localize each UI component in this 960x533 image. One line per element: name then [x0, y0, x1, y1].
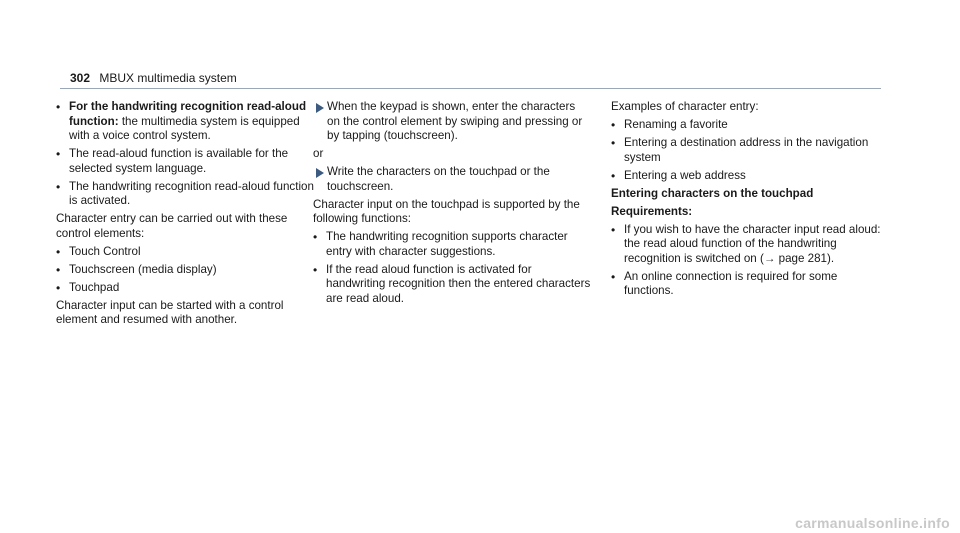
requirements-list — [56, 100, 318, 209]
list-item: • Entering a web address — [611, 169, 881, 184]
list-item — [56, 100, 318, 144]
paragraph: Character input can be started with a control element and resumed with another. — [56, 298, 284, 327]
list-item: • The read-aloud function is available for the selected system language. — [56, 147, 318, 176]
header-rule — [60, 88, 881, 89]
list-item: • If you wish to have the character input read aloud: the read aloud function of the handwriting recognition is switched on (→ page 281). — [611, 223, 881, 267]
paragraph: Character input on the touchpad is supported by the following functions: — [313, 197, 580, 226]
paragraph: Character entry can be carried out with these control elements: — [56, 212, 288, 240]
requirements-list — [611, 223, 881, 299]
functions-list — [313, 230, 591, 306]
instruction-step — [313, 100, 591, 144]
page-header — [70, 70, 237, 86]
list-item: • The handwriting recognition supports character entry with character suggestions. — [313, 230, 591, 259]
instruction-step — [313, 165, 591, 194]
list-item-text: the multimedia system is equipped with a voice control system. — [69, 114, 300, 143]
bold-lead: For the handwriting recognition read-aloud function: — [69, 100, 307, 128]
list-item: • The handwriting recognition read-aloud function is activated. — [56, 180, 318, 209]
or-label: or — [313, 147, 324, 161]
watermark: carmanualsonline.info — [795, 515, 950, 531]
column-right — [611, 100, 881, 302]
list-item: • Entering a destination address in the navigation system — [611, 136, 881, 165]
list-item: • If the read aloud function is activated for handwriting recognition then the entered characters are read aloud. — [313, 263, 591, 307]
examples-list — [611, 118, 881, 183]
requirements-heading: Requirements: — [611, 204, 693, 218]
list-item: • Touchpad — [56, 281, 318, 296]
list-item: • Touchscreen (media display) — [56, 263, 318, 278]
step-text: Write the characters on the touchpad or the touchscreen. — [327, 165, 550, 193]
list-item: • Renaming a favorite — [611, 118, 881, 133]
paragraph: Examples of character entry: — [611, 100, 759, 113]
list-item: • An online connection is required for some functions. — [611, 270, 881, 299]
step-arrow-icon — [316, 103, 324, 113]
page-number: 302 — [70, 71, 91, 85]
header-title: MBUX multimedia system — [99, 71, 237, 85]
list-item: • Touch Control — [56, 245, 318, 260]
section-heading: Entering characters on the touchpad — [611, 186, 814, 200]
step-arrow-icon — [316, 168, 324, 178]
column-middle — [313, 100, 591, 310]
column-left — [56, 100, 318, 331]
step-text: When the keypad is shown, enter the characters on the control element by swiping and pressing or by tapping (touchscreen). — [327, 100, 583, 143]
control-elements-list — [56, 245, 318, 296]
